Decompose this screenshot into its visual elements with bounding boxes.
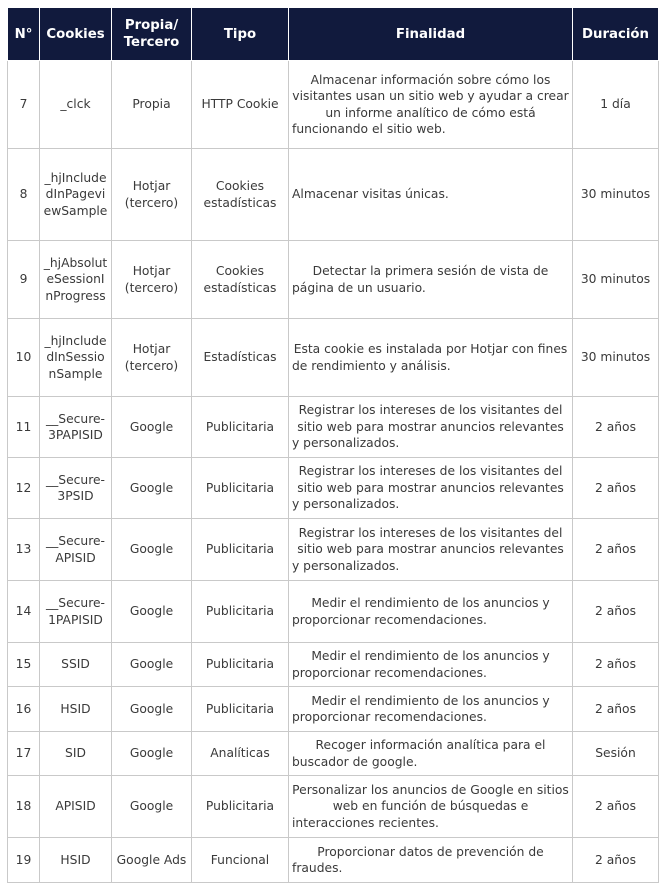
row-number: 14: [8, 581, 40, 643]
cookie-duration: 30 minutos: [573, 149, 659, 241]
cookie-name: APISID: [40, 776, 112, 838]
row-number: 15: [8, 643, 40, 687]
cookie-type: Cookies estadísticas: [192, 149, 289, 241]
cookie-type: Publicitaria: [192, 581, 289, 643]
row-number: 17: [8, 732, 40, 776]
cookie-type: Publicitaria: [192, 776, 289, 838]
row-number: 10: [8, 319, 40, 397]
row-number: 9: [8, 241, 40, 319]
header-propia-tercero: Propia/ Tercero: [112, 8, 192, 61]
header-duracion: Duración: [573, 8, 659, 61]
cookie-type: Publicitaria: [192, 458, 289, 519]
header-cookies: Cookies: [40, 8, 112, 61]
cookie-duration: 2 años: [573, 519, 659, 581]
row-number: 12: [8, 458, 40, 519]
table-row: [8, 61, 659, 149]
cookie-duration: 2 años: [573, 776, 659, 838]
cookie-duration: 30 minutos: [573, 319, 659, 397]
cookie-name: _hjIncludedInSessionSample: [40, 319, 112, 397]
table-row: [8, 458, 659, 519]
cookie-name: __Secure-1PAPISID: [40, 581, 112, 643]
cookie-name: __Secure-3PAPISID: [40, 397, 112, 458]
cookie-name: __Secure-APISID: [40, 519, 112, 581]
cookie-duration: 2 años: [573, 838, 659, 883]
cookie-type: Publicitaria: [192, 643, 289, 687]
table-row: [8, 319, 659, 397]
cookie-duration: 1 día: [573, 61, 659, 149]
row-number: 18: [8, 776, 40, 838]
cookie-duration: 2 años: [573, 687, 659, 732]
cookie-type: Cookies estadísticas: [192, 241, 289, 319]
cookie-duration: 2 años: [573, 458, 659, 519]
cookie-owner: Google: [112, 687, 192, 732]
cookie-name: SSID: [40, 643, 112, 687]
cookie-purpose: Registrar los intereses de los visitantes del sitio web para mostrar anuncios relevantes y personalizados.: [289, 519, 573, 581]
table-row: [8, 687, 659, 732]
table-row: [8, 838, 659, 883]
cookie-name: HSID: [40, 838, 112, 883]
table-row: [8, 397, 659, 458]
cookie-duration: Sesión: [573, 732, 659, 776]
header-n: N°: [8, 8, 40, 61]
cookie-owner: Google: [112, 581, 192, 643]
cookie-name: _hjIncludedInPageviewSample: [40, 149, 112, 241]
table-row: [8, 643, 659, 687]
row-number: 7: [8, 61, 40, 149]
table-row: [8, 732, 659, 776]
cookies-table: [7, 7, 659, 883]
cookie-type: Analíticas: [192, 732, 289, 776]
header-tipo: Tipo: [192, 8, 289, 61]
cookie-duration: 2 años: [573, 397, 659, 458]
cookie-duration: 30 minutos: [573, 241, 659, 319]
cookie-name: _hjAbsoluteSessionInProgress: [40, 241, 112, 319]
cookie-owner: Google: [112, 397, 192, 458]
cookie-owner: Hotjar (tercero): [112, 241, 192, 319]
cookie-purpose: Almacenar visitas únicas.: [289, 149, 573, 241]
cookie-type: Publicitaria: [192, 687, 289, 732]
cookie-type: Publicitaria: [192, 519, 289, 581]
cookie-owner: Propia: [112, 61, 192, 149]
cookie-owner: Google Ads: [112, 838, 192, 883]
row-number: 19: [8, 838, 40, 883]
cookie-purpose: Personalizar los anuncios de Google en sitios web en función de búsquedas e interacciones recientes.: [289, 776, 573, 838]
cookie-purpose: Medir el rendimiento de los anuncios y proporcionar recomendaciones.: [289, 687, 573, 732]
cookie-purpose: Registrar los intereses de los visitantes del sitio web para mostrar anuncios relevantes y personalizados.: [289, 458, 573, 519]
cookie-type: Funcional: [192, 838, 289, 883]
cookie-type: HTTP Cookie: [192, 61, 289, 149]
cookie-purpose: Detectar la primera sesión de vista de página de un usuario.: [289, 241, 573, 319]
cookie-purpose: Almacenar información sobre cómo los visitantes usan un sitio web y ayudar a crear un informe analítico de cómo está funcionando el sitio web.: [289, 61, 573, 149]
cookie-owner: Google: [112, 643, 192, 687]
cookie-purpose: Proporcionar datos de prevención de fraudes.: [289, 838, 573, 883]
cookie-duration: 2 años: [573, 643, 659, 687]
cookie-purpose: Medir el rendimiento de los anuncios y proporcionar recomendaciones.: [289, 581, 573, 643]
row-number: 8: [8, 149, 40, 241]
table-row: [8, 149, 659, 241]
cookie-purpose: Medir el rendimiento de los anuncios y proporcionar recomendaciones.: [289, 643, 573, 687]
cookie-owner: Google: [112, 458, 192, 519]
cookie-duration: 2 años: [573, 581, 659, 643]
cookie-type: Estadísticas: [192, 319, 289, 397]
cookie-name: HSID: [40, 687, 112, 732]
table-row: [8, 519, 659, 581]
row-number: 16: [8, 687, 40, 732]
table-row: [8, 581, 659, 643]
table-row: [8, 241, 659, 319]
cookie-purpose: Recoger información analítica para el buscador de google.: [289, 732, 573, 776]
row-number: 11: [8, 397, 40, 458]
row-number: 13: [8, 519, 40, 581]
cookie-owner: Hotjar (tercero): [112, 319, 192, 397]
cookie-type: Publicitaria: [192, 397, 289, 458]
table-header-row: [8, 8, 659, 61]
cookie-name: __Secure-3PSID: [40, 458, 112, 519]
cookie-name: _clck: [40, 61, 112, 149]
cookie-name: SID: [40, 732, 112, 776]
table-row: [8, 776, 659, 838]
cookie-purpose: Registrar los intereses de los visitantes del sitio web para mostrar anuncios relevantes y personalizados.: [289, 397, 573, 458]
cookie-owner: Google: [112, 732, 192, 776]
header-finalidad: Finalidad: [289, 8, 573, 61]
cookie-purpose: Esta cookie es instalada por Hotjar con fines de rendimiento y análisis.: [289, 319, 573, 397]
cookie-owner: Hotjar (tercero): [112, 149, 192, 241]
cookie-owner: Google: [112, 519, 192, 581]
cookie-owner: Google: [112, 776, 192, 838]
